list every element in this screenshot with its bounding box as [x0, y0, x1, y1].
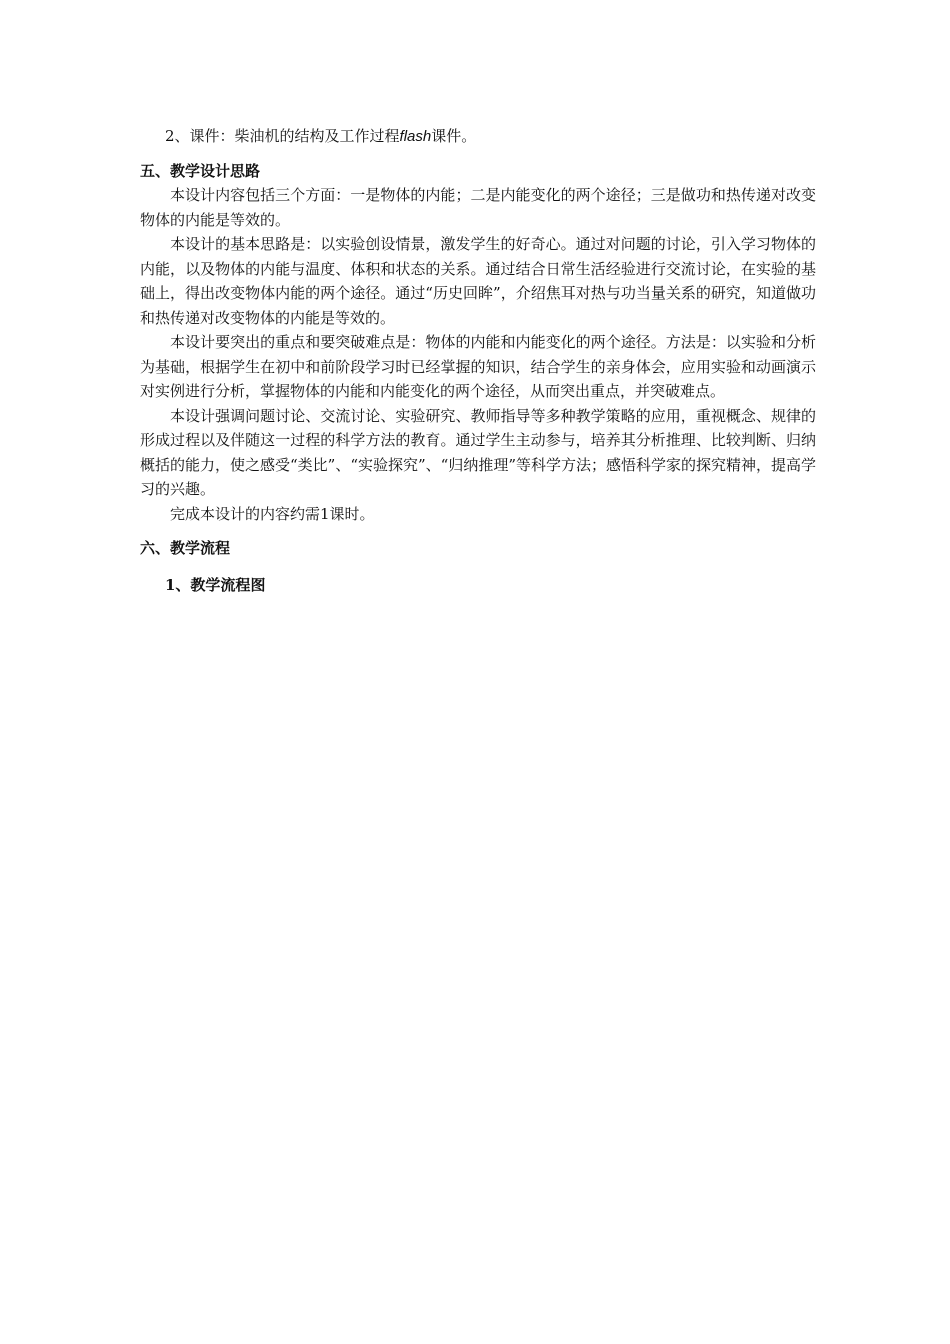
- section-heading-teaching-flow: 六、教学流程: [140, 539, 231, 557]
- courseware-text: 2、课件：柴油机的结构及工作过程: [165, 127, 400, 145]
- paragraph-duration: 完成本设计的内容约需1课时。: [170, 504, 375, 523]
- list-item-courseware: [165, 124, 816, 150]
- paragraph-content-scope: 本设计内容包括三个方面：一是物体的内能；二是内能变化的两个途径；三是做功和热传递对改变物体的内能是等效的。: [140, 186, 816, 229]
- document-body: [140, 124, 816, 597]
- paragraph-key-points: 本设计要突出的重点和要突破难点是：物体的内能和内能变化的两个途径。方法是：以实验和分析为基础，根据学生在初中和前阶段学习时已经掌握的知识，结合学生的亲身体会，应用实验和动画演示对实例进行分析，掌握物体的内能和内能变化的两个途径，从而突出重点，并突破难点。: [140, 333, 816, 400]
- paragraph-teaching-strategy: 本设计强调问题讨论、交流讨论、实验研究、教师指导等多种教学策略的应用，重视概念、规律的形成过程以及伴随这一过程的科学方法的教育。通过学生主动参与，培养其分析推理、比较判断、归纳概括的能力，使之感受“类比”、“实验探究”、“归纳推理”等科学方法；感悟科学家的探究精神，提高学习的兴趣。: [140, 406, 817, 498]
- section-heading-design-idea: 五、教学设计思路: [140, 161, 261, 180]
- subheading-flowchart: 1、教学流程图: [165, 575, 266, 594]
- paragraph-basic-approach: 本设计的基本思路是：以实验创设情景，激发学生的好奇心。通过对问题的讨论，引入学习物体的内能，以及物体的内能与温度、体积和状态的关系。通过结合日常生活经验进行交流讨论，在实验的基础上，得出改变物体内能的两个途径。通过“历史回眸”，介绍焦耳对热与功当量关系的研究，知道做功和热传递对改变物体的内能是等效的。: [140, 235, 816, 327]
- flash-word: flash: [399, 128, 432, 145]
- spacer: [140, 526, 816, 536]
- courseware-suffix: 课件。: [431, 127, 477, 145]
